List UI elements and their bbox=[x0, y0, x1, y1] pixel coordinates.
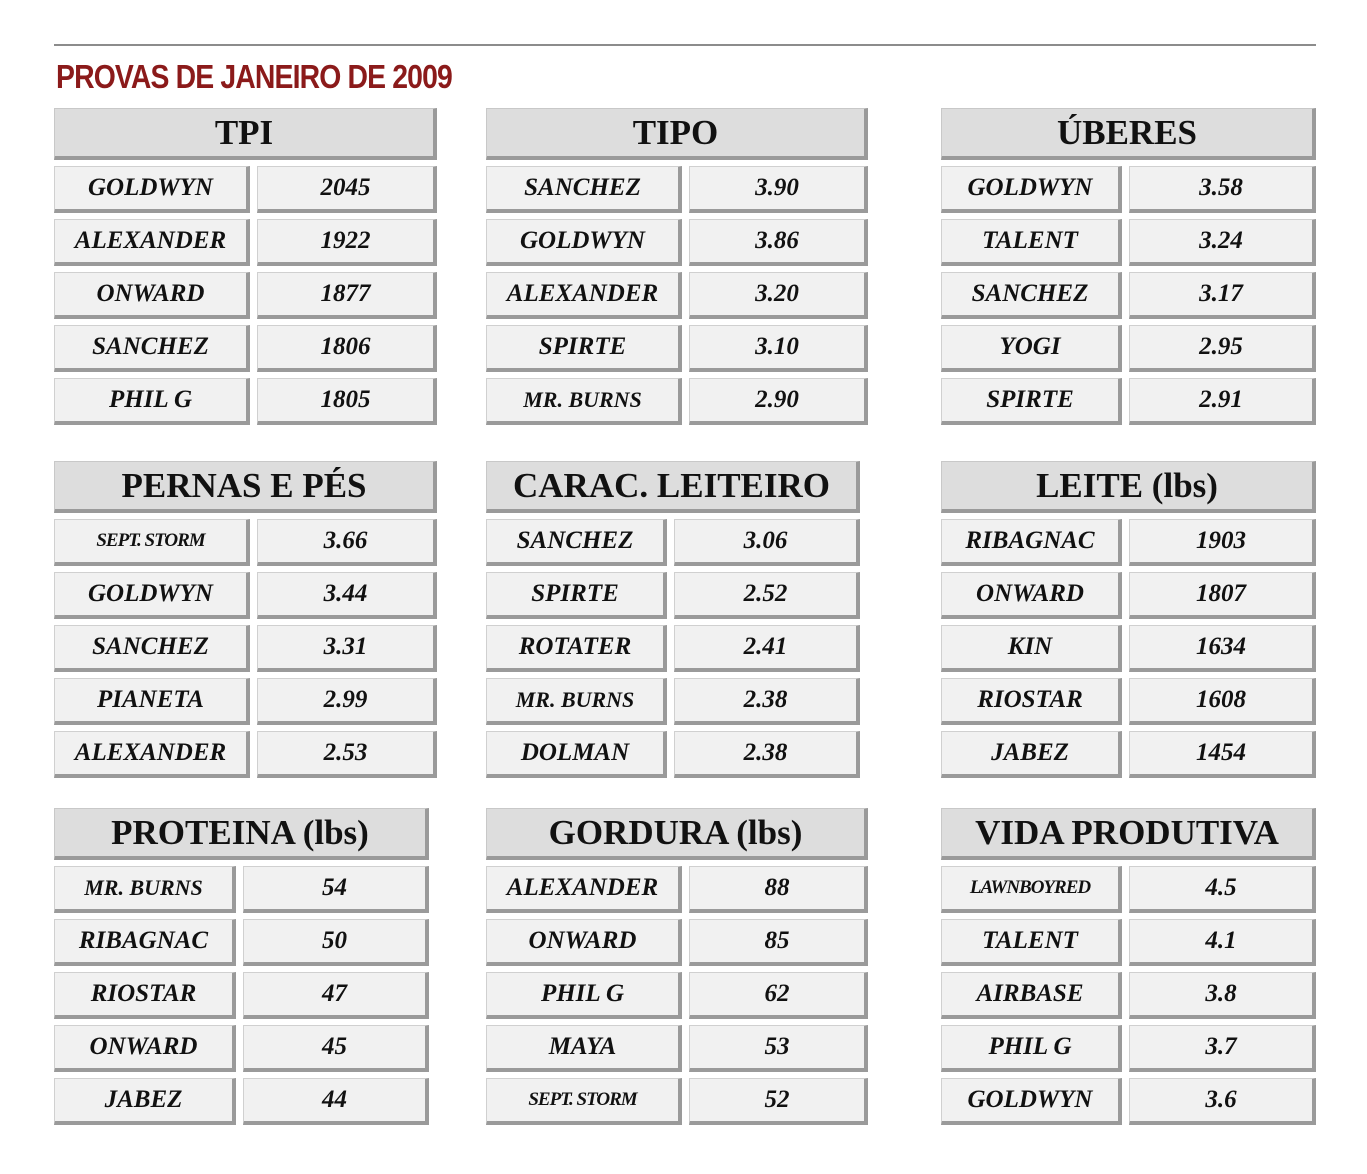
ranking-panel bbox=[54, 108, 437, 431]
table-row bbox=[941, 625, 1316, 672]
table-row bbox=[54, 166, 437, 213]
value-cell: 88 bbox=[689, 866, 868, 913]
value-cell: 2.38 bbox=[674, 678, 860, 725]
bull-name-cell: ROTATER bbox=[486, 625, 667, 672]
bull-name-cell: KIN bbox=[941, 625, 1122, 672]
bull-name-cell: GOLDWYN bbox=[54, 166, 250, 213]
table-row bbox=[941, 219, 1316, 266]
ranking-panel bbox=[54, 808, 429, 1131]
top-rule bbox=[54, 44, 1316, 46]
bull-name-cell: ALEXANDER bbox=[54, 731, 250, 778]
panel-title: LEITE (lbs) bbox=[941, 461, 1316, 513]
bull-name-cell: PIANETA bbox=[54, 678, 250, 725]
table-row bbox=[486, 731, 860, 778]
value-cell: 4.1 bbox=[1129, 919, 1316, 966]
table-row bbox=[941, 1078, 1316, 1125]
value-cell: 47 bbox=[243, 972, 429, 1019]
value-cell: 1807 bbox=[1129, 572, 1316, 619]
table-row bbox=[941, 972, 1316, 1019]
bull-name-cell: SPIRTE bbox=[486, 325, 682, 372]
bull-name-cell: ALEXANDER bbox=[54, 219, 250, 266]
panel-rows bbox=[941, 519, 1316, 778]
panel-title: TIPO bbox=[486, 108, 868, 160]
bull-name-cell: GOLDWYN bbox=[486, 219, 682, 266]
panel-rows bbox=[941, 166, 1316, 425]
table-row bbox=[54, 625, 437, 672]
value-cell: 3.06 bbox=[674, 519, 860, 566]
table-row bbox=[486, 678, 860, 725]
value-cell: 3.86 bbox=[689, 219, 868, 266]
table-row bbox=[54, 325, 437, 372]
panel-rows bbox=[941, 866, 1316, 1125]
value-cell: 1454 bbox=[1129, 731, 1316, 778]
bull-name-cell: RIBAGNAC bbox=[54, 919, 236, 966]
value-cell: 3.20 bbox=[689, 272, 868, 319]
bull-name-cell: SEPT. STORM bbox=[54, 519, 250, 566]
value-cell: 53 bbox=[689, 1025, 868, 1072]
bull-name-cell: GOLDWYN bbox=[941, 1078, 1122, 1125]
value-cell: 3.31 bbox=[257, 625, 437, 672]
table-row bbox=[54, 731, 437, 778]
value-cell: 2.53 bbox=[257, 731, 437, 778]
table-row bbox=[54, 866, 429, 913]
bull-name-cell: RIBAGNAC bbox=[941, 519, 1122, 566]
bull-name-cell: YOGI bbox=[941, 325, 1122, 372]
bull-name-cell: RIOSTAR bbox=[941, 678, 1122, 725]
bull-name-cell: SPIRTE bbox=[941, 378, 1122, 425]
panel-title: PROTEINA (lbs) bbox=[54, 808, 429, 860]
panel-title: GORDURA (lbs) bbox=[486, 808, 868, 860]
value-cell: 3.7 bbox=[1129, 1025, 1316, 1072]
bull-name-cell: MR. BURNS bbox=[54, 866, 236, 913]
panel-title: CARAC. LEITEIRO bbox=[486, 461, 860, 513]
table-row bbox=[941, 378, 1316, 425]
table-row bbox=[941, 325, 1316, 372]
panel-rows bbox=[54, 866, 429, 1125]
value-cell: 1903 bbox=[1129, 519, 1316, 566]
bull-name-cell: AIRBASE bbox=[941, 972, 1122, 1019]
value-cell: 50 bbox=[243, 919, 429, 966]
value-cell: 2.52 bbox=[674, 572, 860, 619]
table-row bbox=[54, 272, 437, 319]
panel-title: VIDA PRODUTIVA bbox=[941, 808, 1316, 860]
ranking-panel bbox=[54, 461, 437, 784]
value-cell: 3.66 bbox=[257, 519, 437, 566]
ranking-panel bbox=[941, 808, 1316, 1131]
table-row bbox=[486, 272, 868, 319]
bull-name-cell: ALEXANDER bbox=[486, 272, 682, 319]
bull-name-cell: SANCHEZ bbox=[941, 272, 1122, 319]
bull-name-cell: JABEZ bbox=[54, 1078, 236, 1125]
bull-name-cell: DOLMAN bbox=[486, 731, 667, 778]
table-row bbox=[486, 572, 860, 619]
ranking-panel bbox=[486, 461, 860, 784]
table-row bbox=[941, 1025, 1316, 1072]
table-row bbox=[486, 1025, 868, 1072]
panel-rows bbox=[486, 166, 868, 425]
value-cell: 2.95 bbox=[1129, 325, 1316, 372]
bull-name-cell: PHIL G bbox=[941, 1025, 1122, 1072]
table-row bbox=[941, 919, 1316, 966]
panel-title: PERNAS E PÉS bbox=[54, 461, 437, 513]
table-row bbox=[486, 919, 868, 966]
bull-name-cell: MR. BURNS bbox=[486, 378, 682, 425]
table-row bbox=[54, 919, 429, 966]
bull-name-cell: ONWARD bbox=[941, 572, 1122, 619]
ranking-panel bbox=[486, 808, 868, 1131]
bull-name-cell: SANCHEZ bbox=[54, 625, 250, 672]
value-cell: 3.10 bbox=[689, 325, 868, 372]
value-cell: 44 bbox=[243, 1078, 429, 1125]
bull-name-cell: TALENT bbox=[941, 219, 1122, 266]
value-cell: 1877 bbox=[257, 272, 437, 319]
bull-name-cell: MR. BURNS bbox=[486, 678, 667, 725]
value-cell: 1634 bbox=[1129, 625, 1316, 672]
bull-name-cell: SANCHEZ bbox=[486, 166, 682, 213]
bull-name-cell: GOLDWYN bbox=[54, 572, 250, 619]
value-cell: 1806 bbox=[257, 325, 437, 372]
table-row bbox=[941, 678, 1316, 725]
table-row bbox=[54, 219, 437, 266]
table-row bbox=[941, 731, 1316, 778]
bull-name-cell: ONWARD bbox=[54, 1025, 236, 1072]
panel-rows bbox=[486, 519, 860, 778]
ranking-panel bbox=[941, 461, 1316, 784]
table-row bbox=[54, 678, 437, 725]
panel-rows bbox=[54, 166, 437, 425]
value-cell: 62 bbox=[689, 972, 868, 1019]
value-cell: 2045 bbox=[257, 166, 437, 213]
bull-name-cell: PHIL G bbox=[486, 972, 682, 1019]
table-row bbox=[54, 972, 429, 1019]
table-row bbox=[54, 378, 437, 425]
table-row bbox=[54, 1025, 429, 1072]
table-row bbox=[486, 519, 860, 566]
bull-name-cell: PHIL G bbox=[54, 378, 250, 425]
table-row bbox=[54, 1078, 429, 1125]
table-row bbox=[54, 519, 437, 566]
bull-name-cell: SANCHEZ bbox=[486, 519, 667, 566]
bull-name-cell: MAYA bbox=[486, 1025, 682, 1072]
ranking-panel bbox=[486, 108, 868, 431]
table-row bbox=[486, 866, 868, 913]
value-cell: 1608 bbox=[1129, 678, 1316, 725]
table-row bbox=[486, 166, 868, 213]
bull-name-cell: JABEZ bbox=[941, 731, 1122, 778]
table-row bbox=[486, 625, 860, 672]
panel-title: ÚBERES bbox=[941, 108, 1316, 160]
value-cell: 3.6 bbox=[1129, 1078, 1316, 1125]
table-row bbox=[941, 519, 1316, 566]
bull-name-cell: GOLDWYN bbox=[941, 166, 1122, 213]
bull-name-cell: RIOSTAR bbox=[54, 972, 236, 1019]
value-cell: 2.99 bbox=[257, 678, 437, 725]
table-row bbox=[941, 166, 1316, 213]
panel-title: TPI bbox=[54, 108, 437, 160]
value-cell: 2.90 bbox=[689, 378, 868, 425]
value-cell: 3.90 bbox=[689, 166, 868, 213]
bull-name-cell: ONWARD bbox=[486, 919, 682, 966]
bull-name-cell: LAWNBOYRED bbox=[941, 866, 1122, 913]
table-row bbox=[486, 1078, 868, 1125]
bull-name-cell: SEPT. STORM bbox=[486, 1078, 682, 1125]
value-cell: 3.17 bbox=[1129, 272, 1316, 319]
table-row bbox=[486, 219, 868, 266]
ranking-panel bbox=[941, 108, 1316, 431]
table-row bbox=[941, 272, 1316, 319]
value-cell: 3.58 bbox=[1129, 166, 1316, 213]
table-row bbox=[486, 378, 868, 425]
value-cell: 54 bbox=[243, 866, 429, 913]
bull-name-cell: ALEXANDER bbox=[486, 866, 682, 913]
value-cell: 3.44 bbox=[257, 572, 437, 619]
value-cell: 45 bbox=[243, 1025, 429, 1072]
value-cell: 4.5 bbox=[1129, 866, 1316, 913]
table-row bbox=[486, 972, 868, 1019]
value-cell: 1805 bbox=[257, 378, 437, 425]
table-row bbox=[486, 325, 868, 372]
panel-rows bbox=[54, 519, 437, 778]
table-row bbox=[54, 572, 437, 619]
value-cell: 85 bbox=[689, 919, 868, 966]
panel-rows bbox=[486, 866, 868, 1125]
table-row bbox=[941, 572, 1316, 619]
table-row bbox=[941, 866, 1316, 913]
bull-name-cell: SANCHEZ bbox=[54, 325, 250, 372]
value-cell: 2.41 bbox=[674, 625, 860, 672]
bull-name-cell: TALENT bbox=[941, 919, 1122, 966]
value-cell: 2.38 bbox=[674, 731, 860, 778]
bull-name-cell: SPIRTE bbox=[486, 572, 667, 619]
value-cell: 2.91 bbox=[1129, 378, 1316, 425]
value-cell: 3.8 bbox=[1129, 972, 1316, 1019]
bull-name-cell: ONWARD bbox=[54, 272, 250, 319]
value-cell: 3.24 bbox=[1129, 219, 1316, 266]
page-title: PROVAS DE JANEIRO DE 2009 bbox=[56, 58, 452, 95]
value-cell: 52 bbox=[689, 1078, 868, 1125]
value-cell: 1922 bbox=[257, 219, 437, 266]
